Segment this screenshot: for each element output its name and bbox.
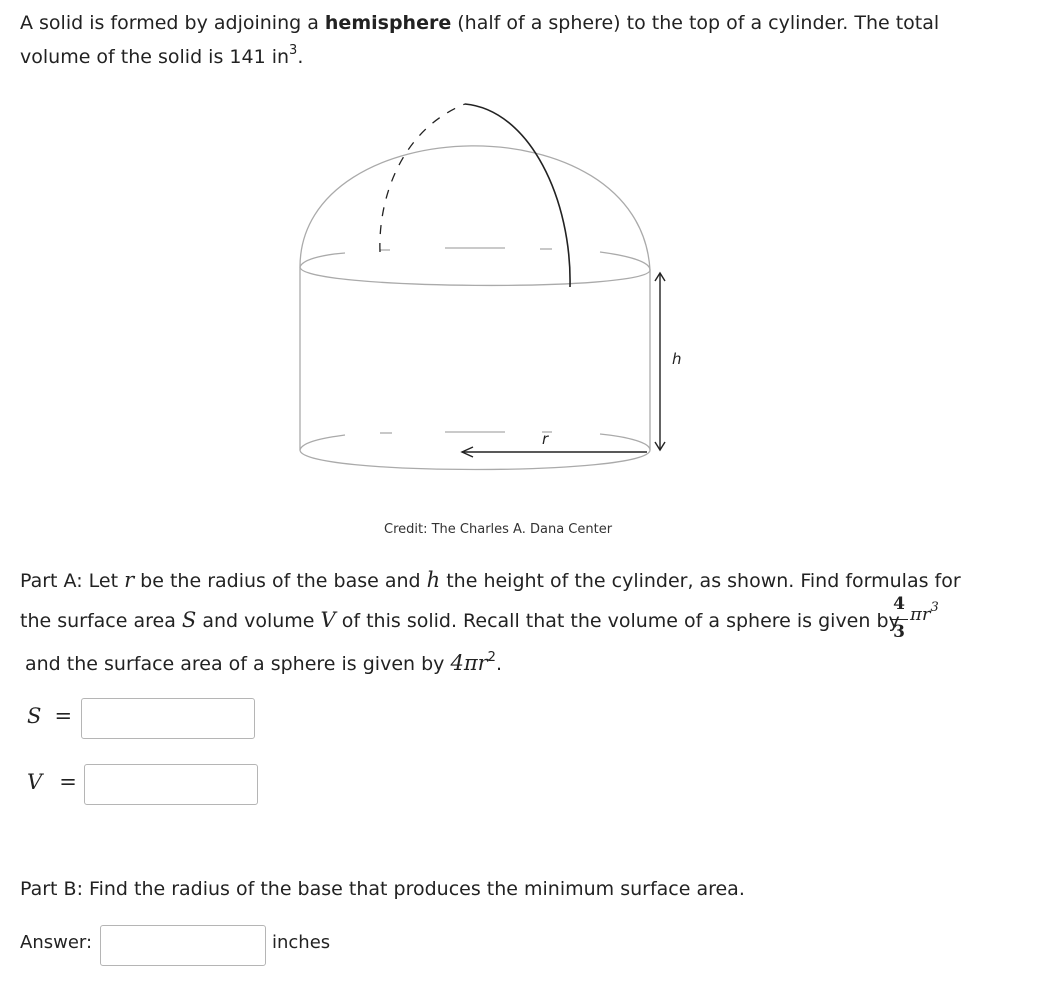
- radius-label: r: [542, 430, 549, 448]
- hemisphere-outline: [300, 146, 650, 270]
- part-a-line-1: Part A: Let r be the radius of the base and h the height of the cylinder, as shown. Find formulas for: [20, 568, 961, 592]
- hemisphere-bold: hemisphere: [324, 12, 452, 34]
- hemisphere-dashed-meridian: [380, 104, 465, 252]
- fraction-denominator: 3: [893, 622, 905, 642]
- fraction-bar: [890, 619, 908, 620]
- intro-line-1: A solid is formed by adjoining a hemisphere (half of a sphere) to the top of a cylinder. The total: [20, 12, 940, 34]
- hemisphere-solid-meridian: [465, 104, 570, 287]
- v-label: V =: [27, 770, 77, 794]
- s-label: S =: [27, 704, 73, 728]
- bottom-ellipse-back-right: [600, 434, 650, 450]
- bottom-ellipse-front: [300, 450, 650, 470]
- top-ellipse-back-left: [300, 253, 345, 267]
- volume-input[interactable]: [84, 764, 258, 805]
- pi-r-cubed: $\pi r^3$: [910, 600, 939, 625]
- top-ellipse-back-right: [600, 252, 650, 270]
- intro-line-2: volume of the solid is 141 $in^3$.: [20, 43, 304, 68]
- top-ellipse-front: [300, 267, 650, 285]
- radius-answer-input[interactable]: [100, 925, 266, 966]
- part-a-line-3: and the surface area of a sphere is given by $4\pi r^2$.: [25, 650, 502, 675]
- figure-credit: Credit: The Charles A. Dana Center: [384, 522, 613, 537]
- bottom-ellipse-back-left: [300, 435, 345, 450]
- answer-unit: inches: [272, 932, 331, 953]
- part-b-prompt: Part B: Find the radius of the base that produces the minimum surface area.: [20, 878, 745, 900]
- surface-area-input[interactable]: [81, 698, 255, 739]
- answer-label: Answer:: [20, 932, 93, 953]
- part-a-line-2: the surface area S and volume V of this solid. Recall that the volume of a sphere is given by: [20, 608, 900, 632]
- fraction-numerator: 4: [893, 594, 905, 614]
- height-label: h: [672, 350, 682, 368]
